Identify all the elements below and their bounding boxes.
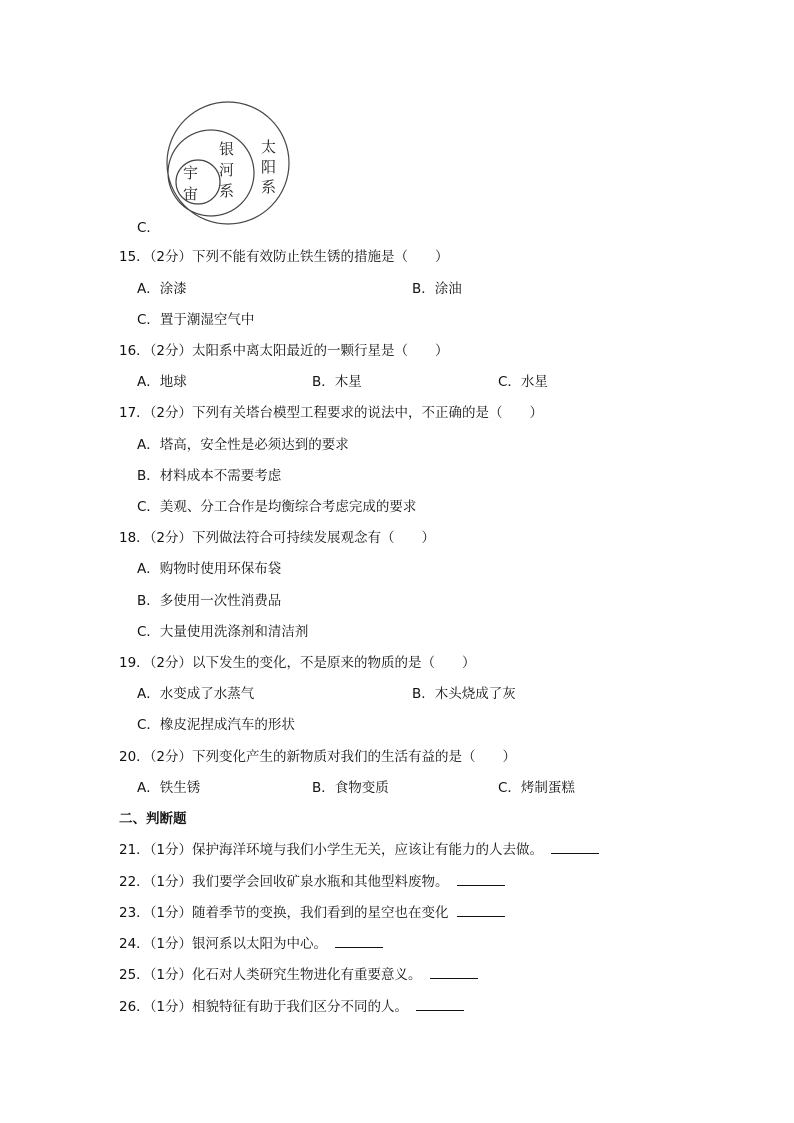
answer-blank[interactable] <box>457 873 505 886</box>
question-number: 24． <box>119 936 150 952</box>
outer-label-2: 阳 <box>261 158 277 176</box>
question-points: （1分） <box>149 842 193 858</box>
q20-option-c[interactable]: C．烤制蛋糕 <box>498 780 575 796</box>
question-text: 以下发生的变化，不是原来的物质的是（ ） <box>192 655 476 671</box>
answer-blank[interactable] <box>416 998 464 1011</box>
answer-blank[interactable] <box>551 841 599 854</box>
question-text: 下列做法符合可持续发展观念有（ ） <box>192 530 436 546</box>
question-text: 我们要学会回收矿泉水瓶和其他型料废物。 <box>192 874 449 890</box>
answer-blank[interactable] <box>335 935 383 948</box>
question-points: （2分） <box>149 249 193 265</box>
question-points: （1分） <box>149 905 193 921</box>
question-number: 17． <box>119 405 150 421</box>
galaxy-circle <box>168 130 254 216</box>
question-number: 25． <box>119 967 150 983</box>
question-number: 21． <box>119 842 150 858</box>
question-points: （2分） <box>149 405 193 421</box>
question-text: 银河系以太阳为中心。 <box>192 936 328 952</box>
nested-circles-diagram <box>165 96 291 230</box>
question-23 <box>119 904 505 922</box>
question-points: （1分） <box>149 936 193 952</box>
inner-label-1: 宇 <box>183 164 199 182</box>
question-text: 相貌特征有助于我们区分不同的人。 <box>192 999 409 1015</box>
question-text: 下列变化产生的新物质对我们的生活有益的是（ ） <box>192 749 517 765</box>
question-number: 16． <box>119 343 150 359</box>
question-text: 太阳系中离太阳最近的一颗行星是（ ） <box>192 343 449 359</box>
question-26 <box>119 998 464 1016</box>
q20-option-b[interactable]: B．食物变质 <box>312 780 389 796</box>
middle-label-3: 系 <box>219 182 235 200</box>
question-text: 保护海洋环境与我们小学生无关，应该让有能力的人去做。 <box>192 842 544 858</box>
question-24 <box>119 935 383 953</box>
question-number: 15． <box>119 249 150 265</box>
section-title-judgment: 二、判断题 <box>119 811 187 827</box>
question-number: 19． <box>119 655 150 671</box>
question-points: （1分） <box>149 999 193 1015</box>
question-21 <box>119 841 599 859</box>
middle-label-1: 银 <box>219 140 235 158</box>
q15-option-c[interactable]: C．置于潮湿空气中 <box>137 312 255 328</box>
question-points: （1分） <box>149 874 193 890</box>
outer-label-3: 系 <box>261 178 277 196</box>
q16-option-a[interactable]: A．地球 <box>137 374 187 390</box>
question-text: 化石对人类研究生物进化有重要意义。 <box>192 967 422 983</box>
q15-option-a[interactable]: A．涂漆 <box>137 281 187 297</box>
q17-option-a[interactable]: A．塔高，安全性是必须达到的要求 <box>137 437 349 453</box>
question-number: 22． <box>119 874 150 890</box>
question-19 <box>119 654 476 672</box>
question-points: （2分） <box>149 749 193 765</box>
question-number: 20． <box>119 749 150 765</box>
outer-label-1: 太 <box>261 138 277 156</box>
question-points: （2分） <box>149 343 193 359</box>
question-17 <box>119 404 543 422</box>
question-18 <box>119 529 435 547</box>
q15-option-b[interactable]: B．涂油 <box>412 281 462 297</box>
answer-blank[interactable] <box>457 904 505 917</box>
q16-option-b[interactable]: B．木星 <box>312 374 362 390</box>
q17-option-b[interactable]: B．材料成本不需要考虑 <box>137 468 282 484</box>
q18-option-b[interactable]: B．多使用一次性消费品 <box>137 593 282 609</box>
question-number: 23． <box>119 905 150 921</box>
question-points: （1分） <box>149 967 193 983</box>
question-number: 18． <box>119 530 150 546</box>
question-number: 26． <box>119 999 150 1015</box>
figure-option-label: C． <box>137 220 160 236</box>
q17-option-c[interactable]: C．美观、分工合作是均衡综合考虑完成的要求 <box>137 499 417 515</box>
question-points: （2分） <box>149 655 193 671</box>
q19-option-c[interactable]: C．橡皮泥捏成汽车的形状 <box>137 717 295 733</box>
q20-option-a[interactable]: A．铁生锈 <box>137 780 201 796</box>
question-22 <box>119 873 505 891</box>
middle-label-2: 河 <box>219 161 235 179</box>
question-points: （2分） <box>149 530 193 546</box>
q19-option-b[interactable]: B．木头烧成了灰 <box>412 686 516 702</box>
q19-option-a[interactable]: A．水变成了水蒸气 <box>137 686 255 702</box>
question-text: 随着季节的变换，我们看到的星空也在变化 <box>192 905 449 921</box>
question-15 <box>119 248 449 266</box>
q16-option-c[interactable]: C．水星 <box>498 374 548 390</box>
question-text: 下列有关塔台模型工程要求的说法中，不正确的是（ ） <box>192 405 544 421</box>
q18-option-a[interactable]: A．购物时使用环保布袋 <box>137 561 282 577</box>
question-16 <box>119 342 449 360</box>
nested-circles-figure <box>165 96 291 230</box>
question-text: 下列不能有效防止铁生锈的措施是（ ） <box>192 249 449 265</box>
inner-label-2: 宙 <box>183 185 199 203</box>
question-20 <box>119 748 516 766</box>
answer-blank[interactable] <box>430 966 478 979</box>
question-25 <box>119 966 478 984</box>
q18-option-c[interactable]: C．大量使用洗涤剂和清洁剂 <box>137 624 309 640</box>
